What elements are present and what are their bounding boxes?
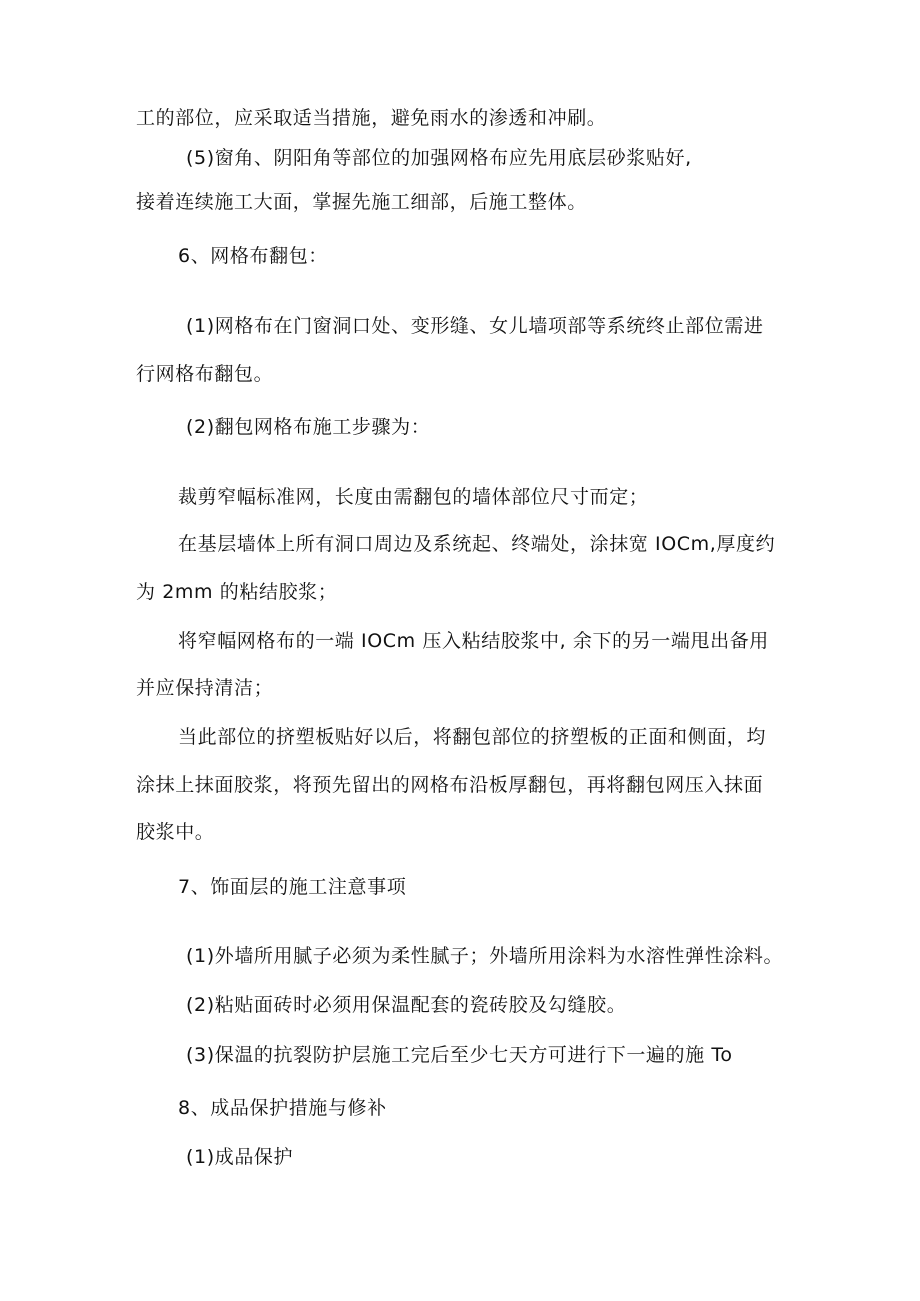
text-line: 接着连续施工大面，掌握先施工细部，后施工整体。 bbox=[136, 191, 587, 213]
text-line: (2)翻包网格布施工步骤为： bbox=[186, 416, 431, 438]
section-heading: 6、网格布翻包： bbox=[178, 245, 328, 267]
text-line: 并应保持清洁； bbox=[136, 677, 274, 699]
text-line: 胶浆中。 bbox=[136, 821, 215, 843]
text-line: 将窄幅网格布的一端 IOCm 压入粘结胶浆中, 余下的另一端甩出备用 bbox=[178, 630, 769, 652]
text-line: 工的部位，应采取适当措施，避免雨水的渗透和冲刷。 bbox=[136, 107, 607, 129]
text-line: 当此部位的挤塑板贴好以后，将翻包部位的挤塑板的正面和侧面，均 bbox=[178, 726, 767, 748]
text-line: 涂抹上抹面胶浆，将预先留出的网格布沿板厚翻包，再将翻包网压入抹面 bbox=[136, 774, 764, 796]
text-line: (5)窗角、阴阳角等部位的加强网格布应先用底层砂浆贴好, bbox=[186, 147, 692, 169]
text-line: 裁剪窄幅标准网，长度由需翻包的墙体部位尺寸而定； bbox=[178, 486, 649, 508]
text-line: 行网格布翻包。 bbox=[136, 363, 274, 385]
text-line: (2)粘贴面砖时必须用保温配套的瓷砖胶及勾缝胶。 bbox=[186, 994, 627, 1016]
text-line: 为 2mm 的粘结胶浆； bbox=[136, 581, 338, 603]
text-line: (1)外墙所用腻子必须为柔性腻子；外墙所用涂料为水溶性弹性涂料。 bbox=[186, 945, 784, 967]
section-heading: 8、成品保护措施与修补 bbox=[178, 1097, 387, 1119]
text-line: (1)网格布在门窗洞口处、变形缝、女儿墙项部等系统终止部位需进 bbox=[186, 315, 764, 337]
text-line: (3)保温的抗裂防护层施工完后至少七天方可进行下一遍的施 To bbox=[186, 1044, 733, 1066]
section-heading: 7、饰面层的施工注意事项 bbox=[178, 876, 407, 898]
text-line: 在基层墙体上所有洞口周边及系统起、终端处，涂抹宽 IOCm,厚度约 bbox=[178, 533, 776, 555]
text-line: (1)成品保护 bbox=[186, 1146, 294, 1168]
